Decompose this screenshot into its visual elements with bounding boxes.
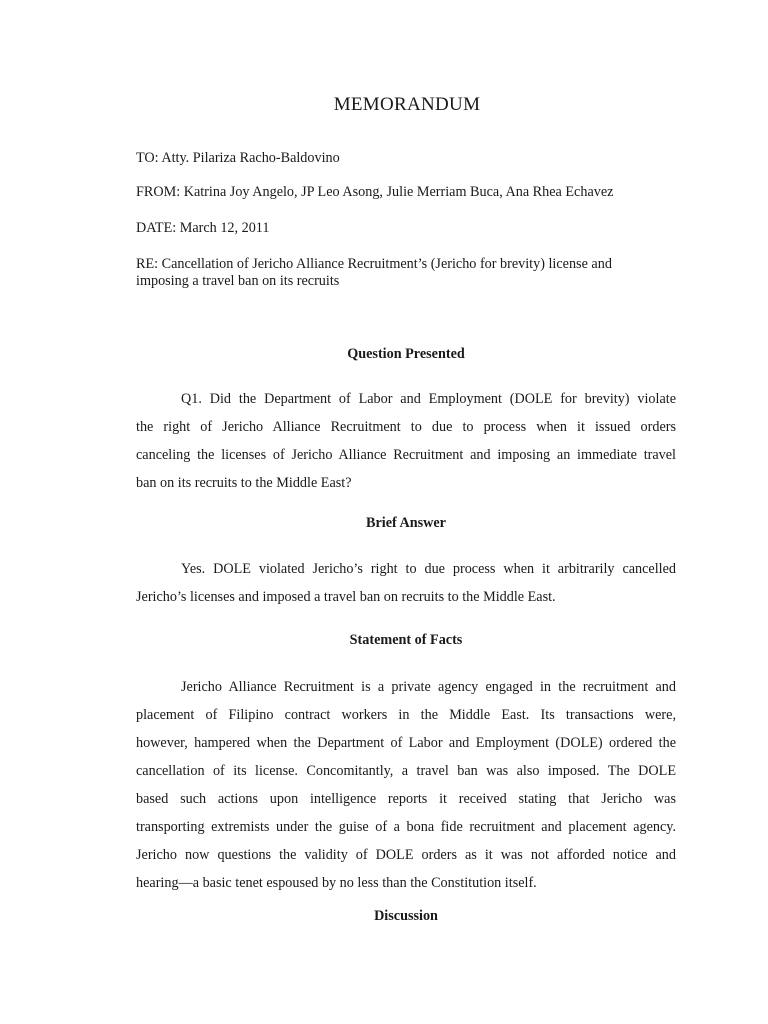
paragraph-line: placement of Filipino contract workers in the Middle East. Its transactions were, bbox=[136, 707, 676, 723]
re-line-2: imposing a travel ban on its recruits bbox=[136, 273, 340, 289]
re-line bbox=[136, 256, 656, 290]
paragraph-line: Q1. Did the Department of Labor and Employment (DOLE for brevity) violate bbox=[181, 391, 676, 407]
date-line: DATE: March 12, 2011 bbox=[136, 220, 270, 236]
paragraph-line: canceling the licenses of Jericho Alliance Recruitment and imposing an immediate travel bbox=[136, 447, 676, 463]
to-line: TO: Atty. Pilariza Racho-Baldovino bbox=[136, 150, 340, 166]
re-line-1: RE: Cancellation of Jericho Alliance Recruitment’s (Jericho for brevity) license and bbox=[136, 256, 612, 272]
from-line: FROM: Katrina Joy Angelo, JP Leo Asong, Julie Merriam Buca, Ana Rhea Echavez bbox=[136, 184, 614, 200]
paragraph-line: Yes. DOLE violated Jericho’s right to due process when it arbitrarily cancelled bbox=[181, 561, 676, 577]
question-presented-heading: Question Presented bbox=[347, 346, 465, 362]
paragraph-line: Jericho’s licenses and imposed a travel ban on recruits to the Middle East. bbox=[136, 589, 556, 605]
paragraph-line: Jericho now questions the validity of DOLE orders as it was not afforded notice and bbox=[136, 847, 676, 863]
statement-of-facts-paragraph bbox=[136, 673, 676, 897]
paragraph-line: however, hampered when the Department of Labor and Employment (DOLE) ordered the bbox=[136, 735, 676, 751]
brief-answer-heading: Brief Answer bbox=[366, 515, 446, 531]
memo-title: MEMORANDUM bbox=[333, 94, 481, 115]
paragraph-line: hearing—a basic tenet espoused by no less than the Constitution itself. bbox=[136, 875, 537, 891]
paragraph-line: Jericho Alliance Recruitment is a private agency engaged in the recruitment and bbox=[181, 679, 676, 695]
paragraph-line: cancellation of its license. Concomitantly, a travel ban was also imposed. The DOLE bbox=[136, 763, 676, 779]
paragraph-line: the right of Jericho Alliance Recruitment to due to process when it issued orders bbox=[136, 419, 676, 435]
discussion-heading: Discussion bbox=[374, 908, 438, 924]
paragraph-line: based such actions upon intelligence reports it received stating that Jericho was bbox=[136, 791, 676, 807]
brief-answer-paragraph bbox=[136, 555, 676, 611]
paragraph-line: ban on its recruits to the Middle East? bbox=[136, 475, 352, 491]
paragraph-line: transporting extremists under the guise of a bona fide recruitment and placement agency. bbox=[136, 819, 676, 835]
statement-of-facts-heading: Statement of Facts bbox=[349, 632, 463, 648]
question-presented-paragraph bbox=[136, 385, 676, 497]
